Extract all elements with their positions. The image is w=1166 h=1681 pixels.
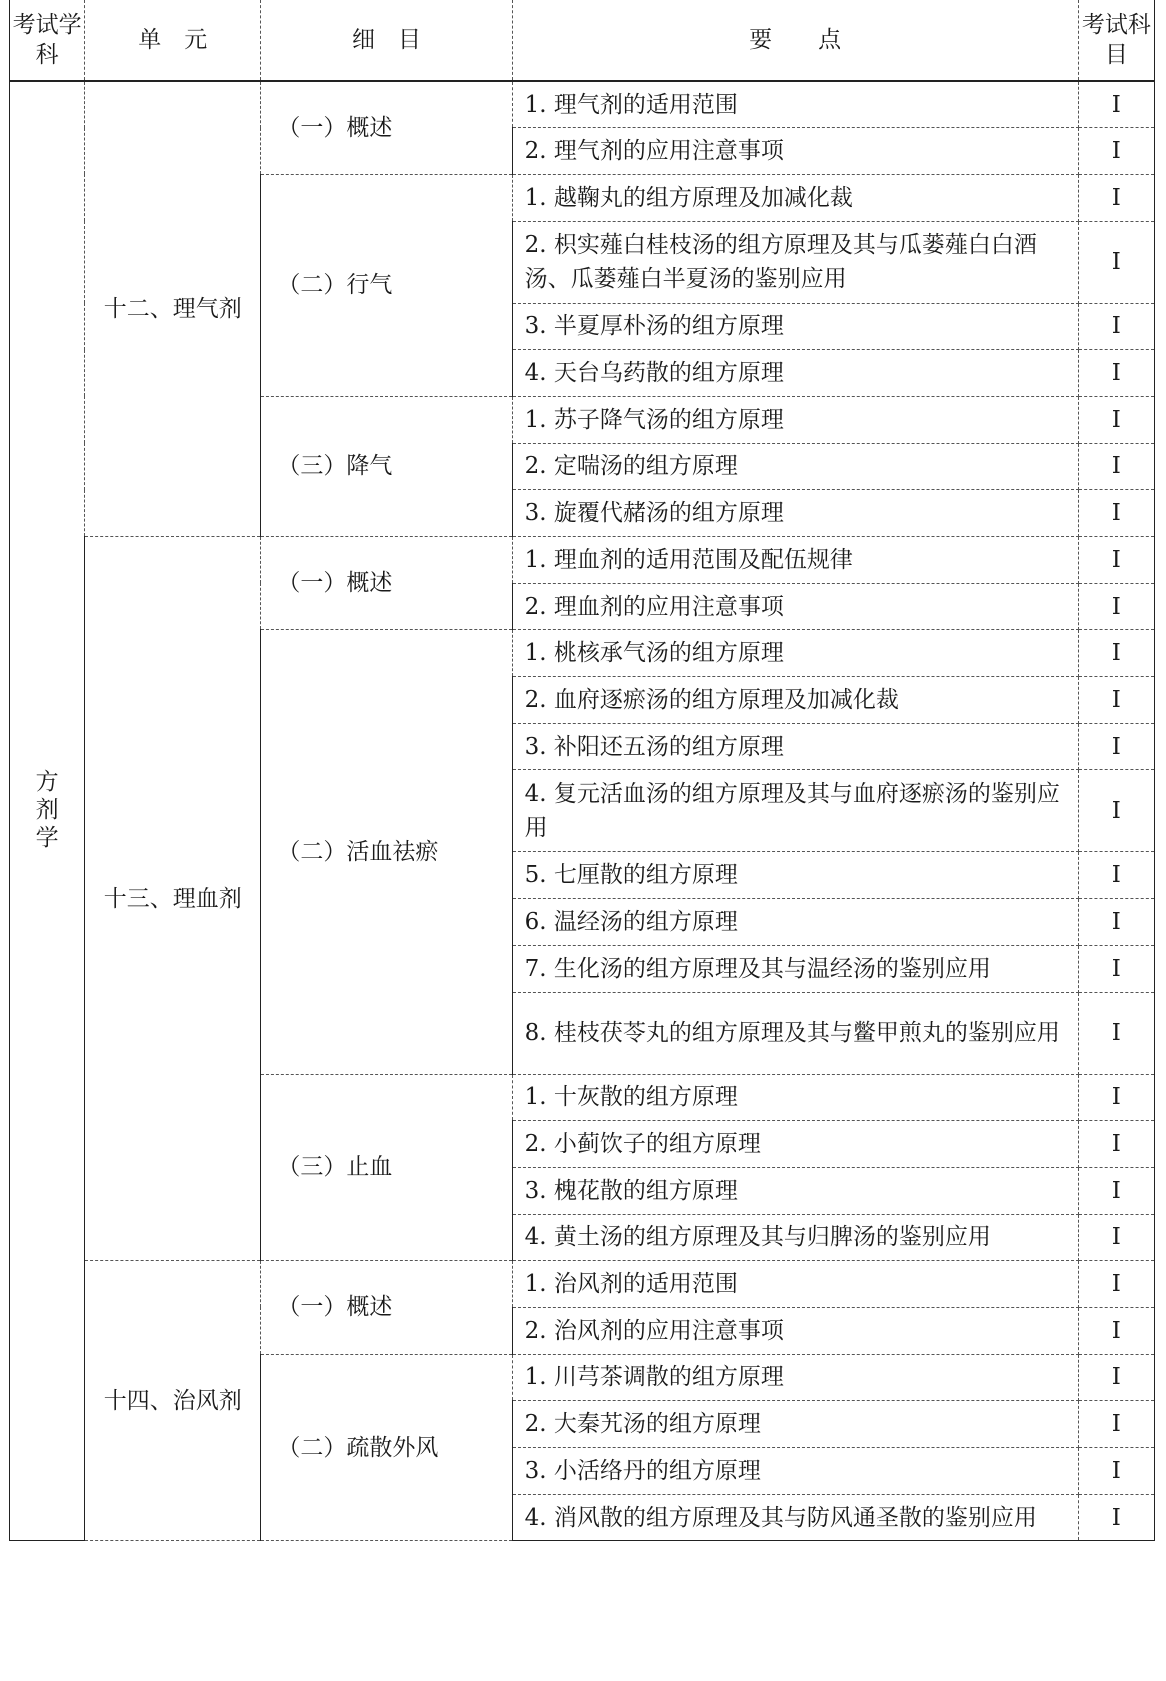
level-cell: Ⅰ — [1078, 1167, 1154, 1214]
level-cell: Ⅰ — [1078, 303, 1154, 350]
sub-item-cell: （二）活血祛瘀 — [261, 630, 512, 1074]
level-cell: Ⅰ — [1078, 630, 1154, 677]
header-level: 考试科目 — [1078, 0, 1154, 81]
level-cell: Ⅰ — [1078, 396, 1154, 443]
key-point-cell: 3. 旋覆代赭汤的组方原理 — [512, 490, 1078, 537]
table-header — [10, 0, 1155, 81]
key-point-cell: 2. 治风剂的应用注意事项 — [512, 1307, 1078, 1354]
key-point-cell: 1. 苏子降气汤的组方原理 — [512, 396, 1078, 443]
header-row — [10, 0, 1155, 81]
level-cell: Ⅰ — [1078, 1214, 1154, 1261]
sub-item-cell: （三）降气 — [261, 396, 512, 536]
key-point-cell: 1. 越鞠丸的组方原理及加减化裁 — [512, 174, 1078, 221]
level-cell: Ⅰ — [1078, 443, 1154, 490]
header-subject: 考试学科 — [10, 0, 85, 81]
sub-item-cell: （二）行气 — [261, 174, 512, 396]
key-point-cell: 1. 桃核承气汤的组方原理 — [512, 630, 1078, 677]
key-point-cell: 5. 七厘散的组方原理 — [512, 852, 1078, 899]
level-cell: Ⅰ — [1078, 1261, 1154, 1308]
level-cell: Ⅰ — [1078, 128, 1154, 175]
header-sub-item: 细 目 — [261, 0, 512, 81]
level-cell: Ⅰ — [1078, 490, 1154, 537]
level-cell: Ⅰ — [1078, 583, 1154, 630]
sub-item-cell: （三）止血 — [261, 1074, 512, 1261]
level-cell: Ⅰ — [1078, 1121, 1154, 1168]
level-cell: Ⅰ — [1078, 350, 1154, 397]
header-unit: 单 元 — [85, 0, 261, 81]
key-point-cell: 3. 小活络丹的组方原理 — [512, 1448, 1078, 1495]
level-cell: Ⅰ — [1078, 1354, 1154, 1401]
sub-item-cell: （一）概述 — [261, 81, 512, 174]
unit-cell: 十三、理血剂 — [85, 537, 261, 1261]
level-cell: Ⅰ — [1078, 1307, 1154, 1354]
sub-item-cell: （一）概述 — [261, 1261, 512, 1354]
key-point-cell: 2. 血府逐瘀汤的组方原理及加减化裁 — [512, 677, 1078, 724]
level-cell: Ⅰ — [1078, 81, 1154, 128]
subject-label: 方剂学 — [35, 768, 59, 851]
level-cell: Ⅰ — [1078, 677, 1154, 724]
level-cell: Ⅰ — [1078, 174, 1154, 221]
level-cell: Ⅰ — [1078, 221, 1154, 303]
table-row — [10, 537, 1155, 584]
table-body — [10, 81, 1155, 1541]
key-point-cell: 2. 定喘汤的组方原理 — [512, 443, 1078, 490]
key-point-cell: 2. 大秦艽汤的组方原理 — [512, 1401, 1078, 1448]
key-point-cell: 1. 理气剂的适用范围 — [512, 81, 1078, 128]
header-key-points: 要 点 — [512, 0, 1078, 81]
key-point-cell: 1. 川芎茶调散的组方原理 — [512, 1354, 1078, 1401]
level-cell: Ⅰ — [1078, 1494, 1154, 1541]
sub-item-cell: （二）疏散外风 — [261, 1354, 512, 1541]
key-point-cell: 2. 小蓟饮子的组方原理 — [512, 1121, 1078, 1168]
sub-item-cell: （一）概述 — [261, 537, 512, 630]
key-point-cell: 1. 治风剂的适用范围 — [512, 1261, 1078, 1308]
key-point-cell: 1. 理血剂的适用范围及配伍规律 — [512, 537, 1078, 584]
table-row — [10, 1261, 1155, 1308]
level-cell: Ⅰ — [1078, 1074, 1154, 1121]
key-point-cell: 4. 复元活血汤的组方原理及其与血府逐瘀汤的鉴别应用 — [512, 770, 1078, 852]
key-point-cell: 4. 天台乌药散的组方原理 — [512, 350, 1078, 397]
key-point-cell: 2. 理血剂的应用注意事项 — [512, 583, 1078, 630]
level-cell: Ⅰ — [1078, 852, 1154, 899]
key-point-cell: 2. 理气剂的应用注意事项 — [512, 128, 1078, 175]
unit-cell: 十四、治风剂 — [85, 1261, 261, 1541]
key-point-cell: 1. 十灰散的组方原理 — [512, 1074, 1078, 1121]
level-cell: Ⅰ — [1078, 1448, 1154, 1495]
key-point-cell: 2. 枳实薤白桂枝汤的组方原理及其与瓜蒌薤白白酒汤、瓜蒌薤白半夏汤的鉴别应用 — [512, 221, 1078, 303]
level-cell: Ⅰ — [1078, 723, 1154, 770]
unit-cell: 十二、理气剂 — [85, 81, 261, 537]
key-point-cell: 3. 补阳还五汤的组方原理 — [512, 723, 1078, 770]
table-row — [10, 81, 1155, 128]
key-point-cell: 6. 温经汤的组方原理 — [512, 899, 1078, 946]
key-point-cell: 8. 桂枝茯苓丸的组方原理及其与鳖甲煎丸的鉴别应用 — [512, 992, 1078, 1074]
level-cell: Ⅰ — [1078, 770, 1154, 852]
level-cell: Ⅰ — [1078, 945, 1154, 992]
key-point-cell: 4. 黄土汤的组方原理及其与归脾汤的鉴别应用 — [512, 1214, 1078, 1261]
subject-cell — [10, 81, 85, 1541]
key-point-cell: 3. 半夏厚朴汤的组方原理 — [512, 303, 1078, 350]
key-point-cell: 4. 消风散的组方原理及其与防风通圣散的鉴别应用 — [512, 1494, 1078, 1541]
syllabus-table — [9, 0, 1155, 1541]
level-cell: Ⅰ — [1078, 992, 1154, 1074]
level-cell: Ⅰ — [1078, 537, 1154, 584]
key-point-cell: 7. 生化汤的组方原理及其与温经汤的鉴别应用 — [512, 945, 1078, 992]
level-cell: Ⅰ — [1078, 1401, 1154, 1448]
key-point-cell: 3. 槐花散的组方原理 — [512, 1167, 1078, 1214]
level-cell: Ⅰ — [1078, 899, 1154, 946]
